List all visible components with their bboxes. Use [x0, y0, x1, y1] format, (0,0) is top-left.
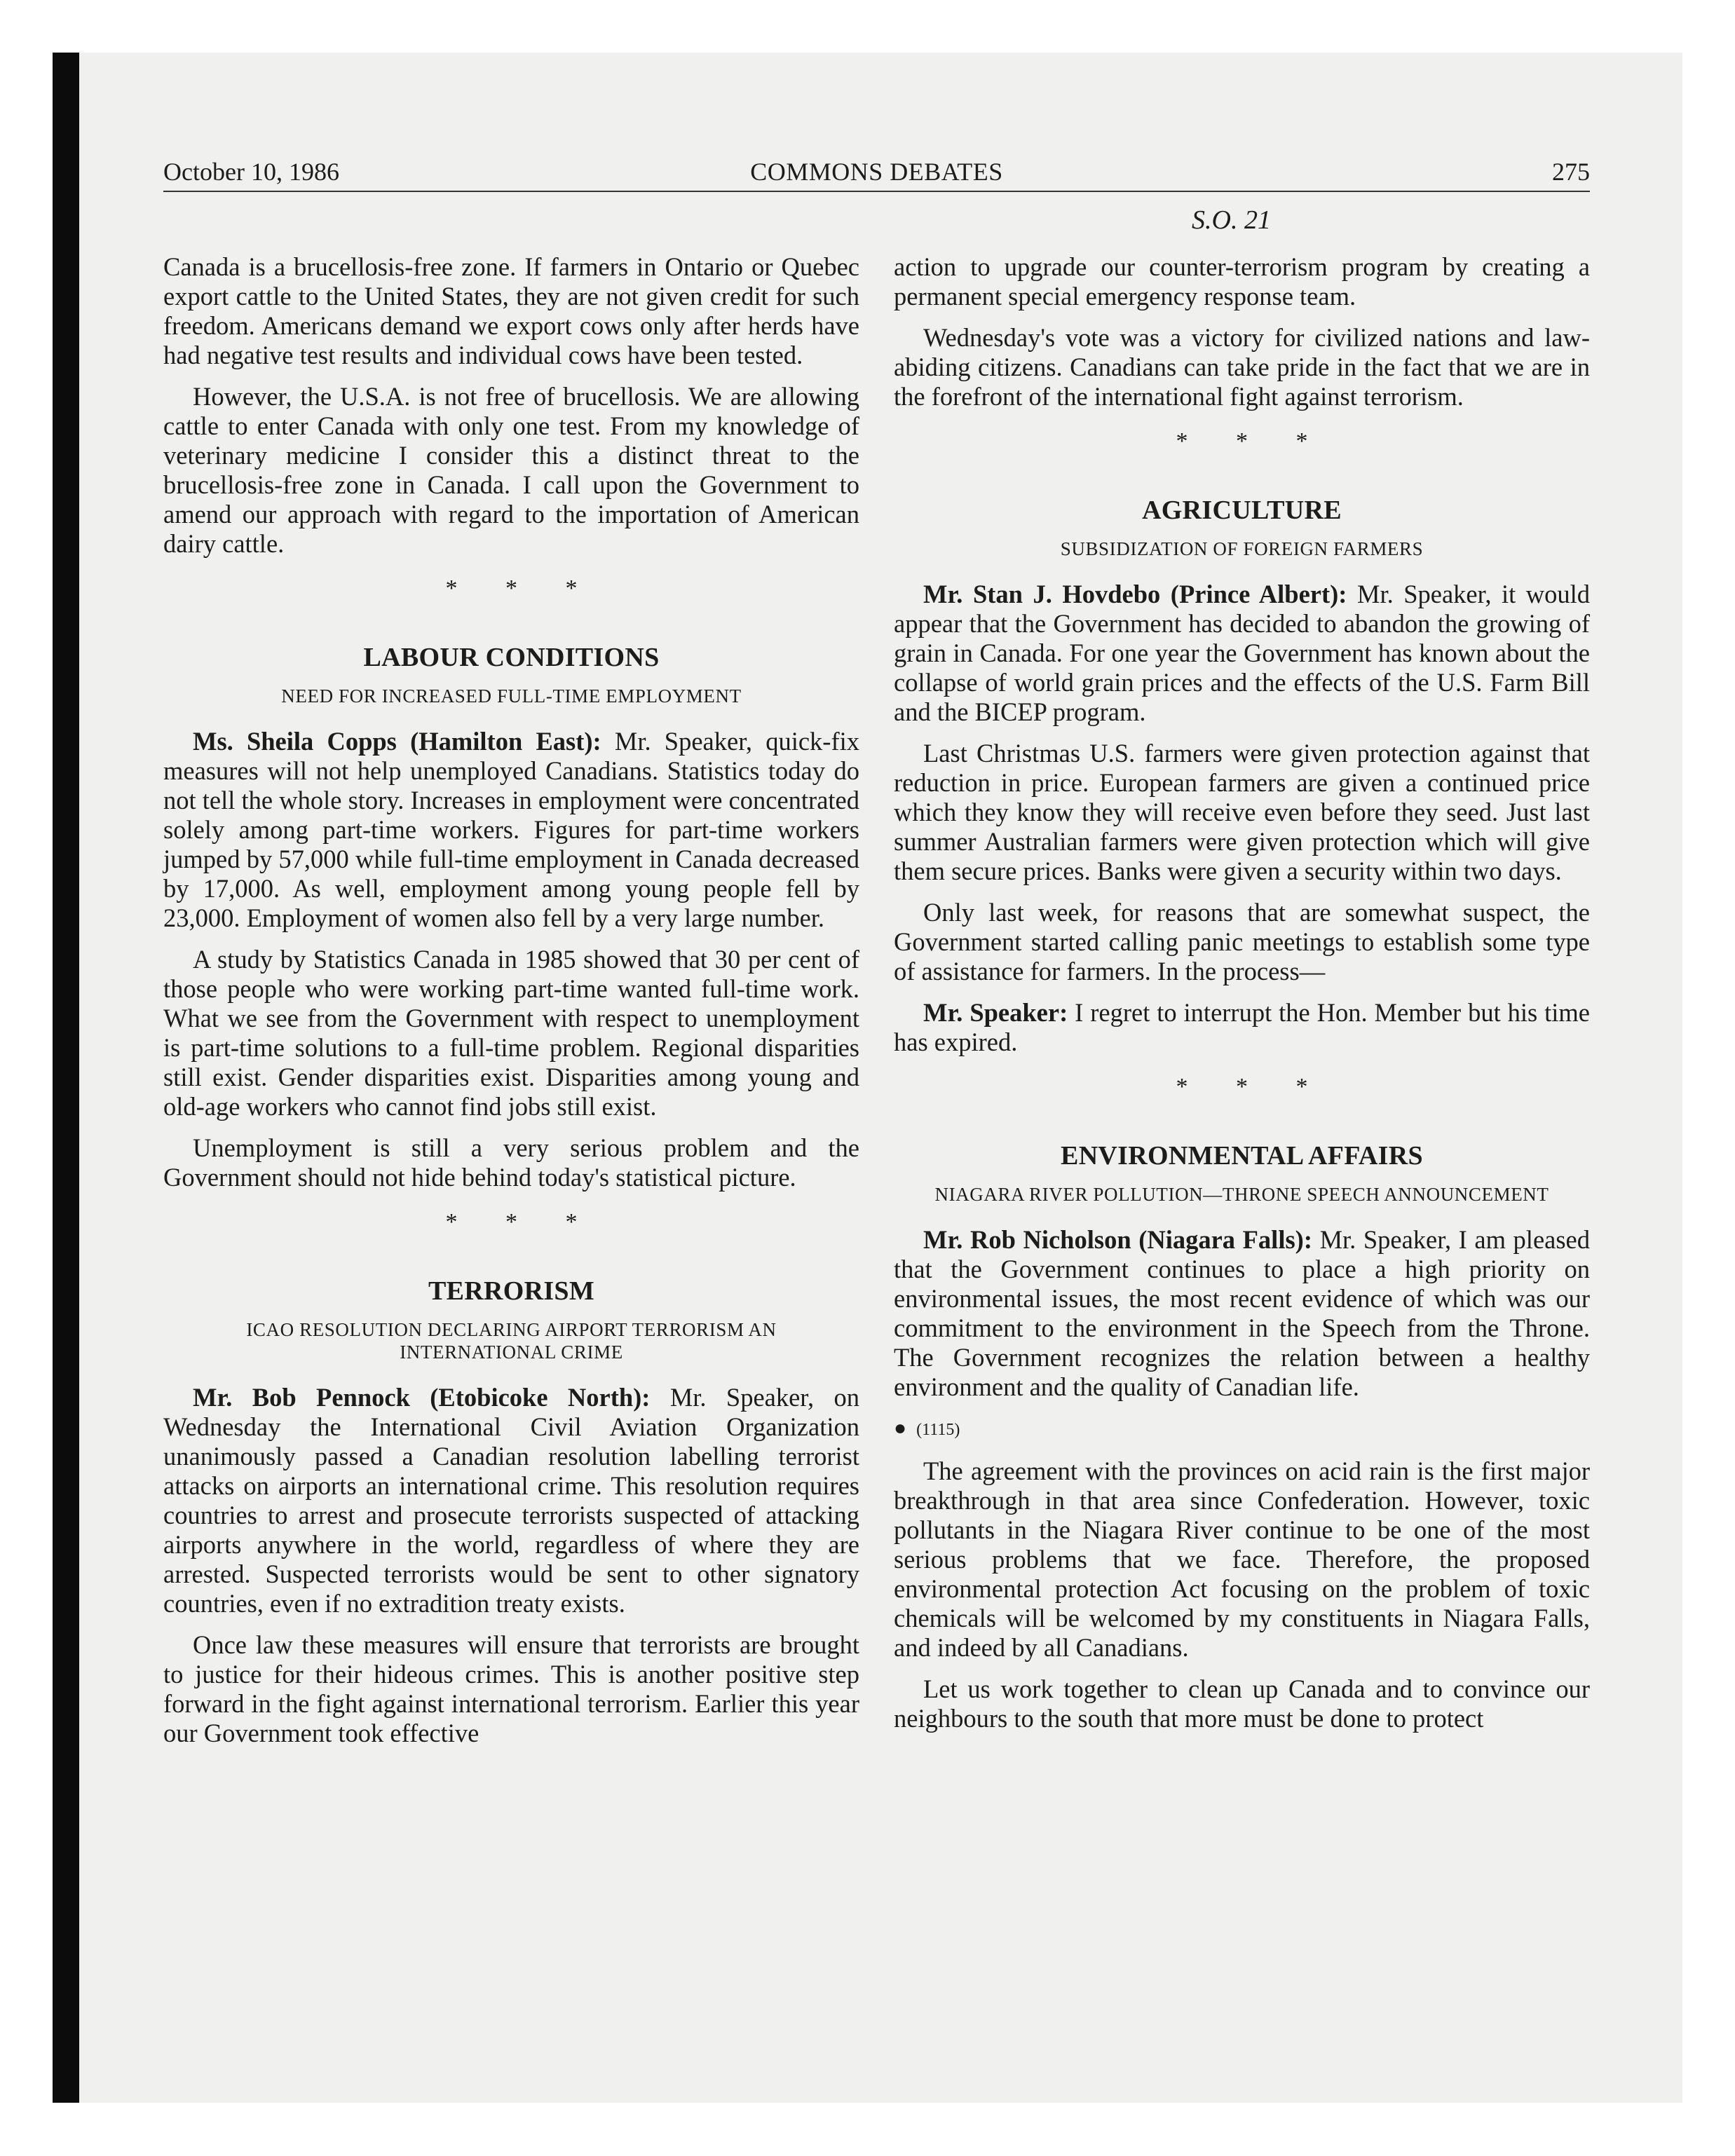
speech-text: Mr. Speaker, quick-fix measures will not help unemployed Canadians. Statistics today do not tell the whole story. Increases in employment were concentrated solely among part-time workers. Figures for part-time workers jumped by 57,000 while full-time employment in Canada decreased by 17,000. As well, employment among young people fell by 23,000. Employment of women also fell by a very large number.	[163, 727, 860, 932]
section-heading: AGRICULTURE	[1142, 496, 1342, 525]
paragraph: However, the U.S.A. is not free of brucellosis. We are allowing cattle to enter Canada with only one test. From my knowledge of veterinary medicine I consider this a distinct threat to the brucellosis-free zone in Canada. I call upon the Government to amend our approach with regard to the importation of American dairy cattle.	[163, 382, 859, 558]
section-subheading: ICAO RESOLUTION DECLARING AIRPORT TERRORISM AN INTERNATIONAL CRIME	[246, 1319, 777, 1363]
publication-title: COMMONS DEBATES	[750, 158, 1003, 186]
speech-paragraph	[163, 727, 859, 933]
header-date: October 10, 1986	[163, 158, 339, 186]
speaker-name: Ms. Sheila Copps (Hamilton East):	[193, 727, 601, 756]
paragraph: Unemployment is still a very serious problem and the Government should not hide behind today's statistical picture.	[163, 1133, 859, 1192]
paragraph: The agreement with the provinces on acid rain is the first major breakthrough in that area since Confederation. However, toxic pollutants in the Niagara River continue to be one of the most serious problems that we face. Therefore, the proposed environmental protection Act focusing on the problem of toxic chemicals will be welcomed by my constituents in Niagara Falls, and indeed by all Canadians.	[894, 1456, 1590, 1662]
section-subheading: SUBSIDIZATION OF FOREIGN FARMERS	[1060, 538, 1424, 559]
paragraph: A study by Statistics Canada in 1985 showed that 30 per cent of those people who were working part-time wanted full-time work. What we see from the Government with respect to unemployment is part-time solutions to a full-time problem. Regional disparities still exist. Gender disparities exist. Disparities among young and old-age workers who cannot find jobs still exist.	[163, 945, 859, 1121]
section-subheading: NIAGARA RIVER POLLUTION—THRONE SPEECH ANNOUNCEMENT	[934, 1184, 1549, 1205]
standing-order-marker: S.O. 21	[1192, 205, 1271, 235]
speaker-name: Mr. Rob Nicholson (Niagara Falls):	[923, 1225, 1312, 1254]
section-heading: LABOUR CONDITIONS	[363, 643, 660, 672]
paragraph: Once law these measures will ensure that terrorists are brought to justice for their hideous crimes. This is another positive step forward in the fight against international terrorism. Earlier this year our Government took effective	[163, 1630, 859, 1747]
speaker-name: Mr. Bob Pennock (Etobicoke North):	[193, 1383, 651, 1412]
binding-edge	[53, 53, 79, 2103]
speech-text: Mr. Speaker, on Wednesday the International Civil Aviation Organization unanimously passed a Canadian resolution labelling terrorist attacks on airports an international crime. This resolution requires countries to arrest and prosecute terrorists suspected of attacking airports anywhere in the world, regardless of where they are arrested. Suspected terrorists would be sent to other signatory countries, even if no extradition treaty exists.	[163, 1383, 859, 1618]
paragraph: Last Christmas U.S. farmers were given protection against that reduction in price. European farmers are given a continued price which they know they will receive even before they seed. Just last summer Australian farmers were given protection which will give them secure prices. Banks were given a security within two days.	[894, 739, 1590, 885]
speech-text: Mr. Speaker, it would appear that the Government has decided to abandon the growing of grain in Canada. For one year the Government has known about the collapse of world grain prices and the effects of the U.S. Farm Bill and the BICEP program.	[894, 580, 1590, 726]
paragraph: Let us work together to clean up Canada and to convince our neighbours to the south that more must be done to protect	[894, 1674, 1590, 1733]
timestamp-text: (1115)	[916, 1421, 960, 1439]
paragraph: Canada is a brucellosis-free zone. If farmers in Ontario or Quebec export cattle to the United States, they are not given credit for such freedom. Americans demand we export cows only after herds have had negative test results and individual cows have been tested.	[163, 252, 859, 369]
speech-text: Mr. Speaker, I am pleased that the Government continues to place a high priority on environmental issues, the most recent evidence of which was our commitment to the environment in the Speech from the Throne. The Government recognizes the relation between a healthy environment and the quality of Canadian life.	[894, 1225, 1590, 1401]
section-separator: * * *	[445, 1209, 599, 1235]
timestamp	[894, 1414, 1590, 1445]
section-separator: * * *	[445, 575, 599, 601]
speech-text: I regret to interrupt the Hon. Member but his time has expired.	[894, 998, 1591, 1056]
page-number: 275	[1552, 158, 1590, 186]
section-heading: ENVIRONMENTAL AFFAIRS	[1061, 1141, 1423, 1171]
speaker-name: Mr. Stan J. Hovdebo (Prince Albert):	[923, 580, 1347, 608]
section-separator: * * *	[1176, 428, 1329, 454]
paragraph: Only last week, for reasons that are somewhat suspect, the Government started calling panic meetings to establish some type of assistance for farmers. In the process—	[894, 898, 1590, 985]
paragraph: action to upgrade our counter-terrorism program by creating a permanent special emergency response team.	[894, 252, 1590, 311]
bullet-icon: ●	[894, 1417, 907, 1440]
right-column	[894, 252, 1590, 1745]
speech-paragraph	[894, 1225, 1590, 1402]
page-header	[163, 156, 1590, 192]
speaker-name: Mr. Speaker:	[923, 998, 1068, 1027]
section-separator: * * *	[1176, 1074, 1329, 1100]
section-heading: TERRORISM	[428, 1276, 595, 1306]
speech-paragraph	[894, 998, 1590, 1057]
paragraph: Wednesday's vote was a victory for civilized nations and law-abiding citizens. Canadians can take pride in the fact that we are in the forefront of the international fight against terrorism.	[894, 323, 1590, 411]
section-subheading: NEED FOR INCREASED FULL-TIME EMPLOYMENT	[281, 685, 742, 707]
speech-paragraph	[894, 580, 1590, 727]
speech-paragraph	[163, 1383, 859, 1618]
left-column	[163, 252, 859, 1760]
